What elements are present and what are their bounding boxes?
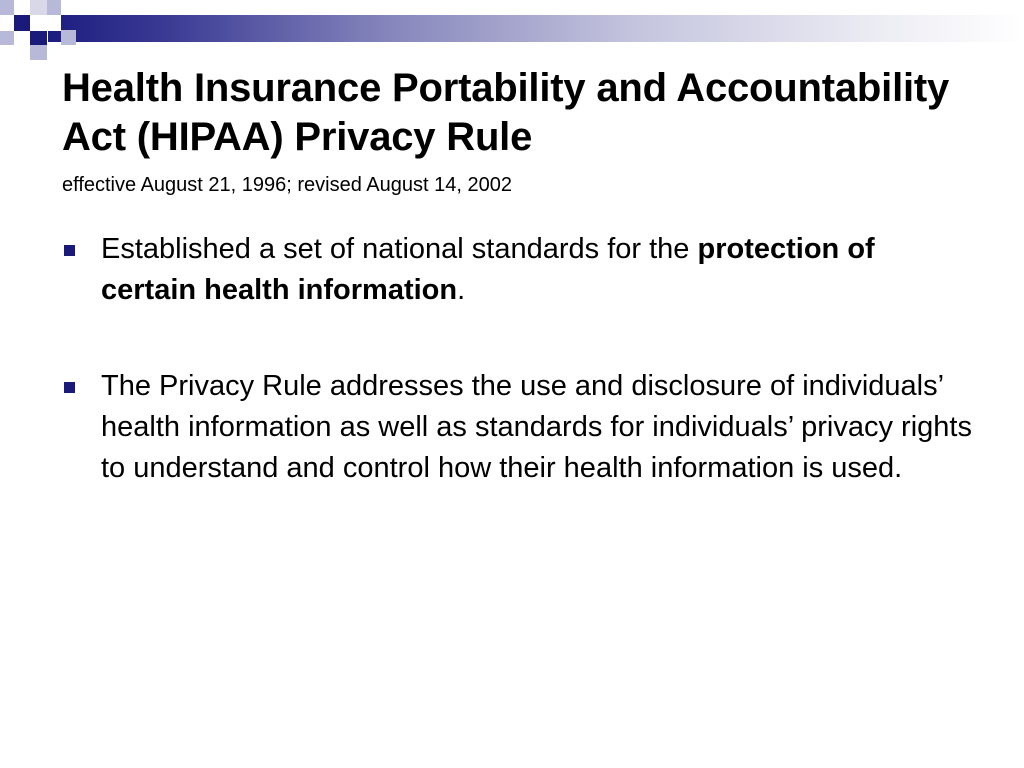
bullet-item — [64, 366, 974, 489]
bullet-list — [64, 229, 974, 544]
decor-square — [30, 0, 47, 15]
decor-square — [61, 30, 76, 45]
decor-square — [30, 45, 47, 60]
bullet-text-end: . — [457, 274, 466, 306]
square-bullet-icon — [64, 245, 75, 256]
decor-square — [47, 15, 61, 31]
decor-square — [14, 15, 30, 31]
header-banner — [0, 0, 1024, 64]
bullet-emphasis: protection of certain health information — [101, 233, 875, 306]
square-bullet-icon — [64, 382, 75, 393]
decor-square — [30, 31, 47, 45]
decor-square — [47, 0, 61, 15]
gradient-bar — [48, 15, 1024, 42]
bullet-item — [64, 229, 974, 311]
decor-square — [0, 0, 14, 15]
slide-subtitle: effective August 21, 1996; revised August 14, 2002 — [62, 174, 512, 196]
decor-square — [0, 31, 14, 45]
slide-title: Health Insurance Portability and Accountability Act (HIPAA) Privacy Rule — [62, 66, 950, 159]
bullet-text: Established a set of national standards for the — [101, 233, 698, 265]
bullet-text: The Privacy Rule addresses the use and disclosure of individuals’ health information as well as standards for individuals’ privacy rights to understand and control how their health information is used. — [101, 370, 972, 484]
